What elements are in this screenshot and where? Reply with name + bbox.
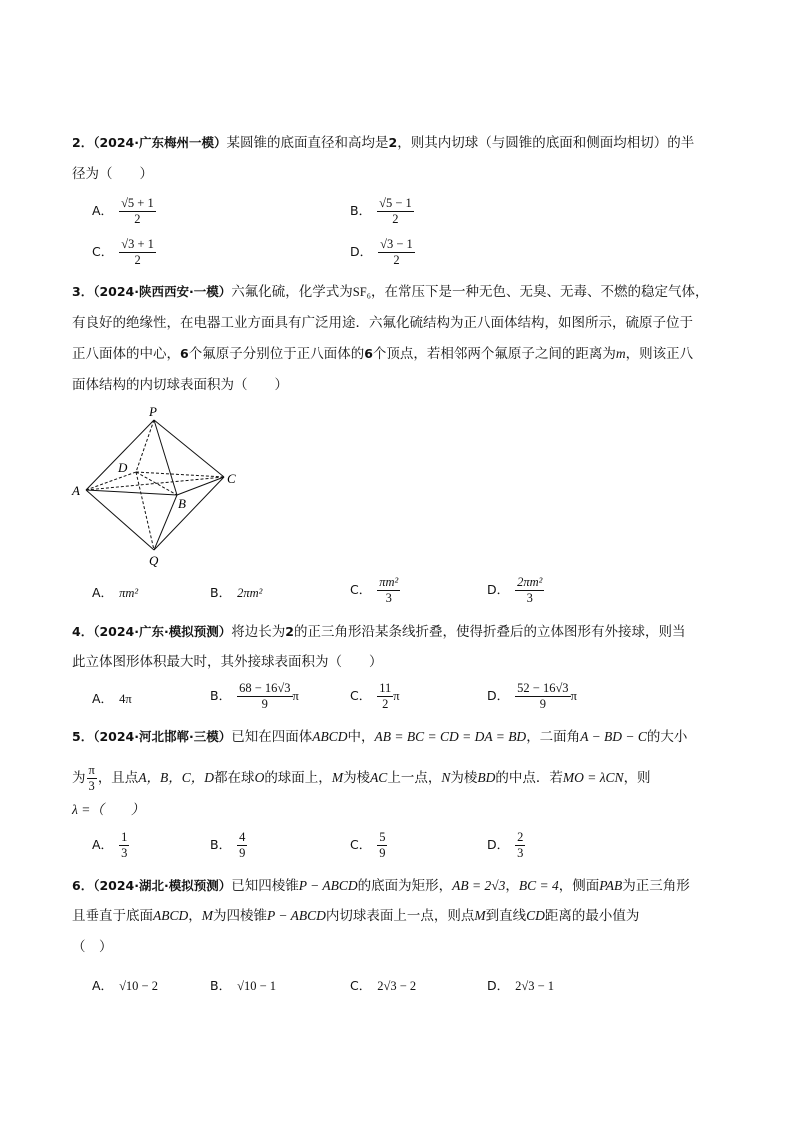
label-b: B (178, 496, 186, 511)
q6-line2: 且垂直于底面ABCD，M为四棱锥P − ABCD内切球表面上一点，则点M到直线CD距离的最小值为 (72, 908, 640, 924)
q5-line1: 5．（2024·河北邯郸·三模）已知在四面体ABCD中，AB = BC = CD = DA = BD，二面角A − BD − C的大小 (72, 729, 688, 745)
vector-equation: MO = λCN (562, 770, 624, 785)
label-d: D (118, 460, 128, 475)
label-q: Q (149, 553, 159, 568)
edge-qb (154, 495, 177, 550)
q2-option-a[interactable]: A． $\frac{√5 + 1}{2}$ (92, 196, 154, 226)
edge-pa (86, 420, 154, 490)
q2-option-d[interactable]: D． $\frac{√3 - 1}{2}$ (350, 237, 413, 267)
q6-option-c[interactable]: C． 2√3 − 2 (350, 978, 417, 993)
q4-line1: 4．（2024·广东·模拟预测）将边长为2的正三角形沿某条线折叠，使得折叠后的立体图形有外接球，则当 (72, 624, 686, 640)
q6-option-b[interactable]: B． √10 − 1 (210, 978, 276, 993)
q5-line2: 为 $\frac{\pi}{3}$ ，且点A，B，C，D都在球O的球面上，M为棱AC上一点，N为棱BD的中点．若MO = λCN，则 (72, 763, 651, 793)
q4-option-a[interactable]: A． 4π (92, 691, 132, 706)
q2-text: 某圆锥的底面直径和高均是 (226, 135, 389, 151)
q6-line3: （ ） (72, 939, 113, 955)
q2-option-b[interactable]: B． $\frac{√5 - 1}{2}$ (350, 196, 412, 226)
q5-option-d[interactable]: D． $\frac{2}{3}$ (487, 830, 524, 860)
q5-option-c[interactable]: C． $\frac{5}{9}$ (350, 830, 386, 860)
octahedron-figure (70, 402, 250, 572)
q3-option-a[interactable]: A． πm² (92, 585, 139, 600)
q6-line1: 6．（2024·湖北·模拟预测）已知四棱锥P − ABCD的底面为矩形，AB = 2√3，BC = 4，侧面PAB为正三角形 (72, 878, 690, 894)
label-a: A (72, 483, 80, 498)
edge-bc (177, 477, 224, 495)
q4-option-c[interactable]: C． $\frac{11}{2}$ π (350, 681, 400, 711)
q6-option-a[interactable]: A． √10 − 2 (92, 978, 158, 993)
q2-line2: 径为（ ） (72, 166, 153, 182)
label-c: C (227, 471, 236, 486)
q6-option-d[interactable]: D． 2√3 − 1 (487, 978, 555, 993)
edge-ac (86, 477, 224, 490)
q3-option-b[interactable]: B． 2πm² (210, 585, 263, 600)
q3-line2: 有良好的绝缘性，在电器工业方面具有广泛用途．六氟化硫结构为正八面体结构，如图所示，硫原子位于 (72, 315, 693, 331)
q5-line3: λ =（ ） (72, 802, 145, 817)
q4-line2: 此立体图形体积最大时，其外接球表面积为（ ） (72, 654, 383, 670)
q3-option-c[interactable]: C． $\frac{\text{πm²}}{3}$ (350, 575, 399, 605)
edge-pc (154, 420, 224, 477)
q4-option-d[interactable]: D． $\frac{52 - 16√3}{9}$ π (487, 681, 577, 711)
q2-number: 2． (72, 135, 94, 150)
q2-line1: 2．（2024·广东梅州一模）某圆锥的底面直径和高均是2，则其内切球（与圆锥的底面和侧面均相切）的半 (72, 135, 695, 151)
q3-line1: 3．（2024·陕西西安·一模）六氟化硫，化学式为SF₆，在常压下是一种无色、无臭、无毒、不燃的稳定气体， (72, 284, 709, 300)
formula-sf6: SF₆ (352, 285, 372, 299)
q2-option-c[interactable]: C． $\frac{√3 + 1}{2}$ (92, 237, 154, 267)
label-p: P (149, 404, 157, 419)
edge-ab (86, 490, 177, 495)
q3-option-d[interactable]: D． $\frac{\text{2πm²}}{3}$ (487, 575, 543, 605)
q5-option-a[interactable]: A． $\frac{1}{3}$ (92, 830, 128, 860)
q2-source: （2024·广东梅州一模） (93, 135, 227, 150)
edge-dc (136, 472, 224, 477)
q3-line4: 面体结构的内切球表面积为（ ） (72, 377, 288, 393)
edge-qa (86, 490, 154, 550)
q4-option-b[interactable]: B． $\frac{68 - 16√3}{9}$ π (210, 681, 299, 711)
edge-pd (136, 420, 154, 472)
q5-option-b[interactable]: B． $\frac{4}{9}$ (210, 830, 246, 860)
q3-line3: 正八面体的中心，6个氟原子分别位于正八面体的6个顶点，若相邻两个氟原子之间的距离为m，则该正八 (72, 346, 694, 362)
